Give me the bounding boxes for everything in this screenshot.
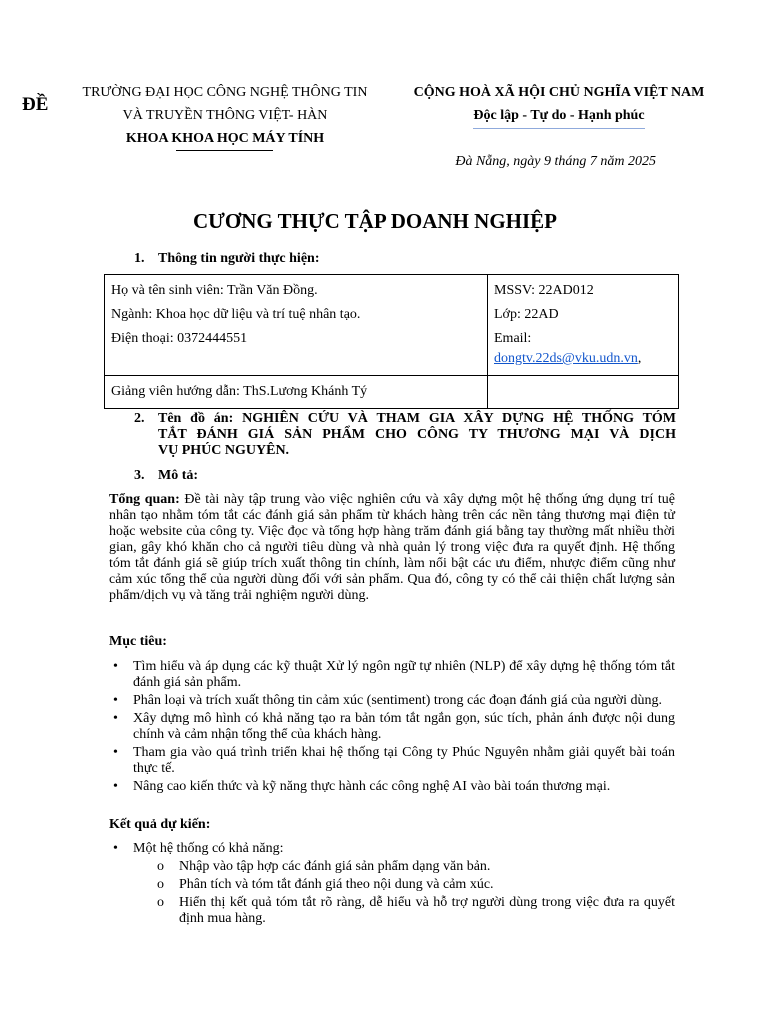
student-info-left-cell <box>105 275 488 376</box>
results-container <box>109 841 675 929</box>
result-item: o Hiển thị kết quả tóm tắt rõ ràng, dễ hiểu và hỗ trợ người dùng trong việc đưa ra quyết định mua hàng. <box>157 895 675 926</box>
email-label: Email: <box>494 331 532 346</box>
email-suffix: , <box>637 351 642 366</box>
section-1-title: Thông tin người thực hiện: <box>158 251 320 266</box>
bullet-icon: • <box>113 841 118 856</box>
topic-line-1: NGHIÊN CỨU VÀ THAM GIA XÂY DỰNG HỆ THỐNG TÓM <box>242 411 677 426</box>
results-list <box>157 859 675 927</box>
result-item: o Nhập vào tập hợp các đánh giá sản phẩm dạng văn bản. <box>157 859 491 874</box>
bullet-icon: • <box>113 711 118 726</box>
overview-label: Tổng quan: <box>109 492 180 507</box>
nation-header <box>398 81 720 129</box>
school-name-line1: TRƯỜNG ĐẠI HỌC CÔNG NGHỆ THÔNG TIN <box>82 85 368 100</box>
student-info-table <box>104 274 679 409</box>
bullet-icon: • <box>113 745 118 760</box>
document-date: Đà Nẵng, ngày 9 tháng 7 năm 2025 <box>455 154 656 169</box>
student-id: MSSV: 22AD012 <box>494 283 594 298</box>
sub-bullet-icon: o <box>157 895 164 910</box>
de-mark: ĐỀ <box>22 94 49 115</box>
department-name: KHOA KHOA HỌC MÁY TÍNH <box>125 131 325 146</box>
school-name-line2: VÀ TRUYỀN THÔNG VIỆT- HÀN <box>122 108 328 123</box>
department-underline <box>176 150 273 151</box>
goals-list-container <box>109 659 675 797</box>
sub-bullet-icon: o <box>157 877 164 892</box>
goal-item: • Phân loại và trích xuất thông tin cảm xúc (sentiment) trong các đoạn đánh giá của người dùng. <box>113 693 662 708</box>
advisor-cell <box>105 376 488 409</box>
student-name: Họ và tên sinh viên: Trần Văn Đồng. <box>111 283 318 298</box>
goals-heading: Mục tiêu: <box>109 634 167 649</box>
motto: Độc lập - Tự do - Hạnh phúc <box>473 104 644 129</box>
student-class: Lớp: 22AD <box>494 307 559 322</box>
section-1-number: 1. <box>134 251 145 266</box>
student-phone: Điện thoại: 0372444551 <box>111 331 248 346</box>
section-2 <box>134 411 676 459</box>
overview-paragraph <box>109 492 675 604</box>
topic-line-3: VỤ PHÚC NGUYÊN. <box>158 443 290 458</box>
empty-cell <box>488 376 679 409</box>
section-2-number: 2. <box>134 411 145 426</box>
goal-item: • Nâng cao kiến thức và kỹ năng thực hành các công nghệ AI vào bài toán thương mại. <box>113 779 611 794</box>
email-link[interactable]: dongtv.22ds@vku.udn.vn <box>494 351 638 366</box>
goals-list <box>109 659 675 795</box>
goal-item: • Tham gia vào quá trình triển khai hệ thống tại Công ty Phúc Nguyên nhằm giải quyết bài toán thực tế. <box>113 745 675 776</box>
topic-line-2: TẮT ĐÁNH GIÁ SẢN PHẨM CHO CÔNG TY THƯƠNG MẠI VÀ DỊCH <box>158 427 676 442</box>
goal-item: • Xây dựng mô hình có khả năng tạo ra bản tóm tắt ngắn gọn, súc tích, phản ánh được nội dung chính và cảm nhận tổng thể của khách hàng. <box>113 711 675 742</box>
goal-item: • Tìm hiểu và áp dụng các kỹ thuật Xử lý ngôn ngữ tự nhiên (NLP) để xây dựng hệ thống tóm tắt đánh giá sản phẩm. <box>113 659 675 690</box>
nation-name: CỘNG HOÀ XÃ HỘI CHỦ NGHĨA VIỆT NAM <box>413 85 705 100</box>
section-1-heading <box>134 251 319 267</box>
document-title: CƯƠNG THỰC TẬP DOANH NGHIỆP <box>192 209 558 233</box>
student-info-right-cell <box>488 275 679 376</box>
bullet-icon: • <box>113 693 118 708</box>
advisor-name: Giảng viên hướng dẫn: ThS.Lương Khánh Tý <box>111 384 368 399</box>
bullet-icon: • <box>113 779 118 794</box>
school-header <box>70 81 380 150</box>
section-3-title: Mô tả: <box>158 468 199 483</box>
student-major: Ngành: Khoa học dữ liệu và trí tuệ nhân tạo. <box>111 307 361 322</box>
section-2-label: Tên đồ án: <box>158 411 234 426</box>
section-3-number: 3. <box>134 468 145 483</box>
section-3-heading <box>134 468 198 484</box>
result-item: o Phân tích và tóm tắt đánh giá theo nội dung và cảm xúc. <box>157 877 494 892</box>
results-lead: • Một hệ thống có khả năng: <box>113 841 284 856</box>
overview-text: Đề tài này tập trung vào việc nghiên cứu và xây dựng một hệ thống ứng dụng trí tuệ nhân tạo nhằm tóm tắt các đánh giá sản phẩm từ khách hàng trên các nền tảng thương mại điện tử hoặc website của công ty. Việc đọc và tổng hợp hàng trăm đánh giá bằng tay thường mất nhiều thời gian, gây khó khăn cho cả người tiêu dùng và nhà quản lý trong việc đưa ra quyết định. Hệ thống tóm tắt đánh giá sẽ giúp trích xuất thông tin chính, làm nổi bật các ưu điểm, nhược điểm cũng như cảm xúc tổng thể của người dùng đối với sản phẩm. Qua đó, công ty có thể cải thiện chất lượng sản phẩm/dịch vụ và tăng trải nghiệm người dùng. <box>109 492 675 603</box>
bullet-icon: • <box>113 659 118 674</box>
sub-bullet-icon: o <box>157 859 164 874</box>
results-heading: Kết quả dự kiến: <box>109 817 211 832</box>
